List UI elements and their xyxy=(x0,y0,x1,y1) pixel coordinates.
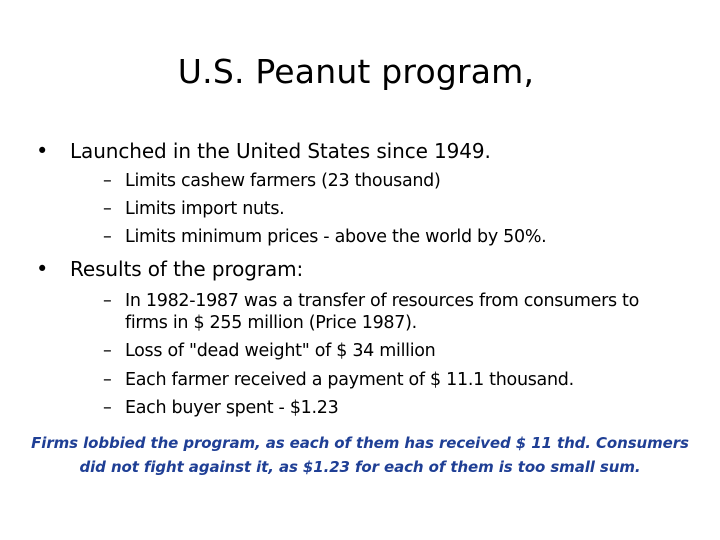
slide-title: U.S. Peanut program, xyxy=(177,52,535,91)
sub-bullet-text: Limits cashew farmers (23 thousand) xyxy=(125,171,441,191)
sub-bullet-dash: – xyxy=(103,171,112,191)
sub-bullet-dash: – xyxy=(103,291,112,311)
sub-bullet-text: Limits minimum prices - above the world by 50%. xyxy=(125,227,547,247)
sub-bullet-dash: – xyxy=(103,227,112,247)
sub-bullet-text: Each buyer spent - $1.23 xyxy=(125,398,339,418)
sub-bullet-text: Loss of "dead weight" of $ 34 million xyxy=(125,341,436,361)
sub-bullet-dash: – xyxy=(103,398,112,418)
sub-bullet-text: Limits import nuts. xyxy=(125,199,285,219)
sub-bullet-dash: – xyxy=(103,370,112,390)
bullet-text: Launched in the United States since 1949. xyxy=(70,139,491,163)
sub-bullet-text: In 1982-1987 was a transfer of resources from consumers to firms in $ 255 million (Price 1987). xyxy=(125,291,640,333)
sub-bullet-dash: – xyxy=(103,199,112,219)
bullet-dot: • xyxy=(36,139,49,163)
sub-bullet-text: Each farmer received a payment of $ 11.1 thousand. xyxy=(125,370,574,390)
bullet-text: Results of the program: xyxy=(70,257,304,281)
bullet-dot: • xyxy=(36,257,49,281)
sub-bullet-dash: – xyxy=(103,341,112,361)
conclusion-note: Firms lobbied the program, as each of them has received $ 11 thd. Consumers did not fight against it, as $1.23 for each of them is too small sum. xyxy=(31,434,689,476)
